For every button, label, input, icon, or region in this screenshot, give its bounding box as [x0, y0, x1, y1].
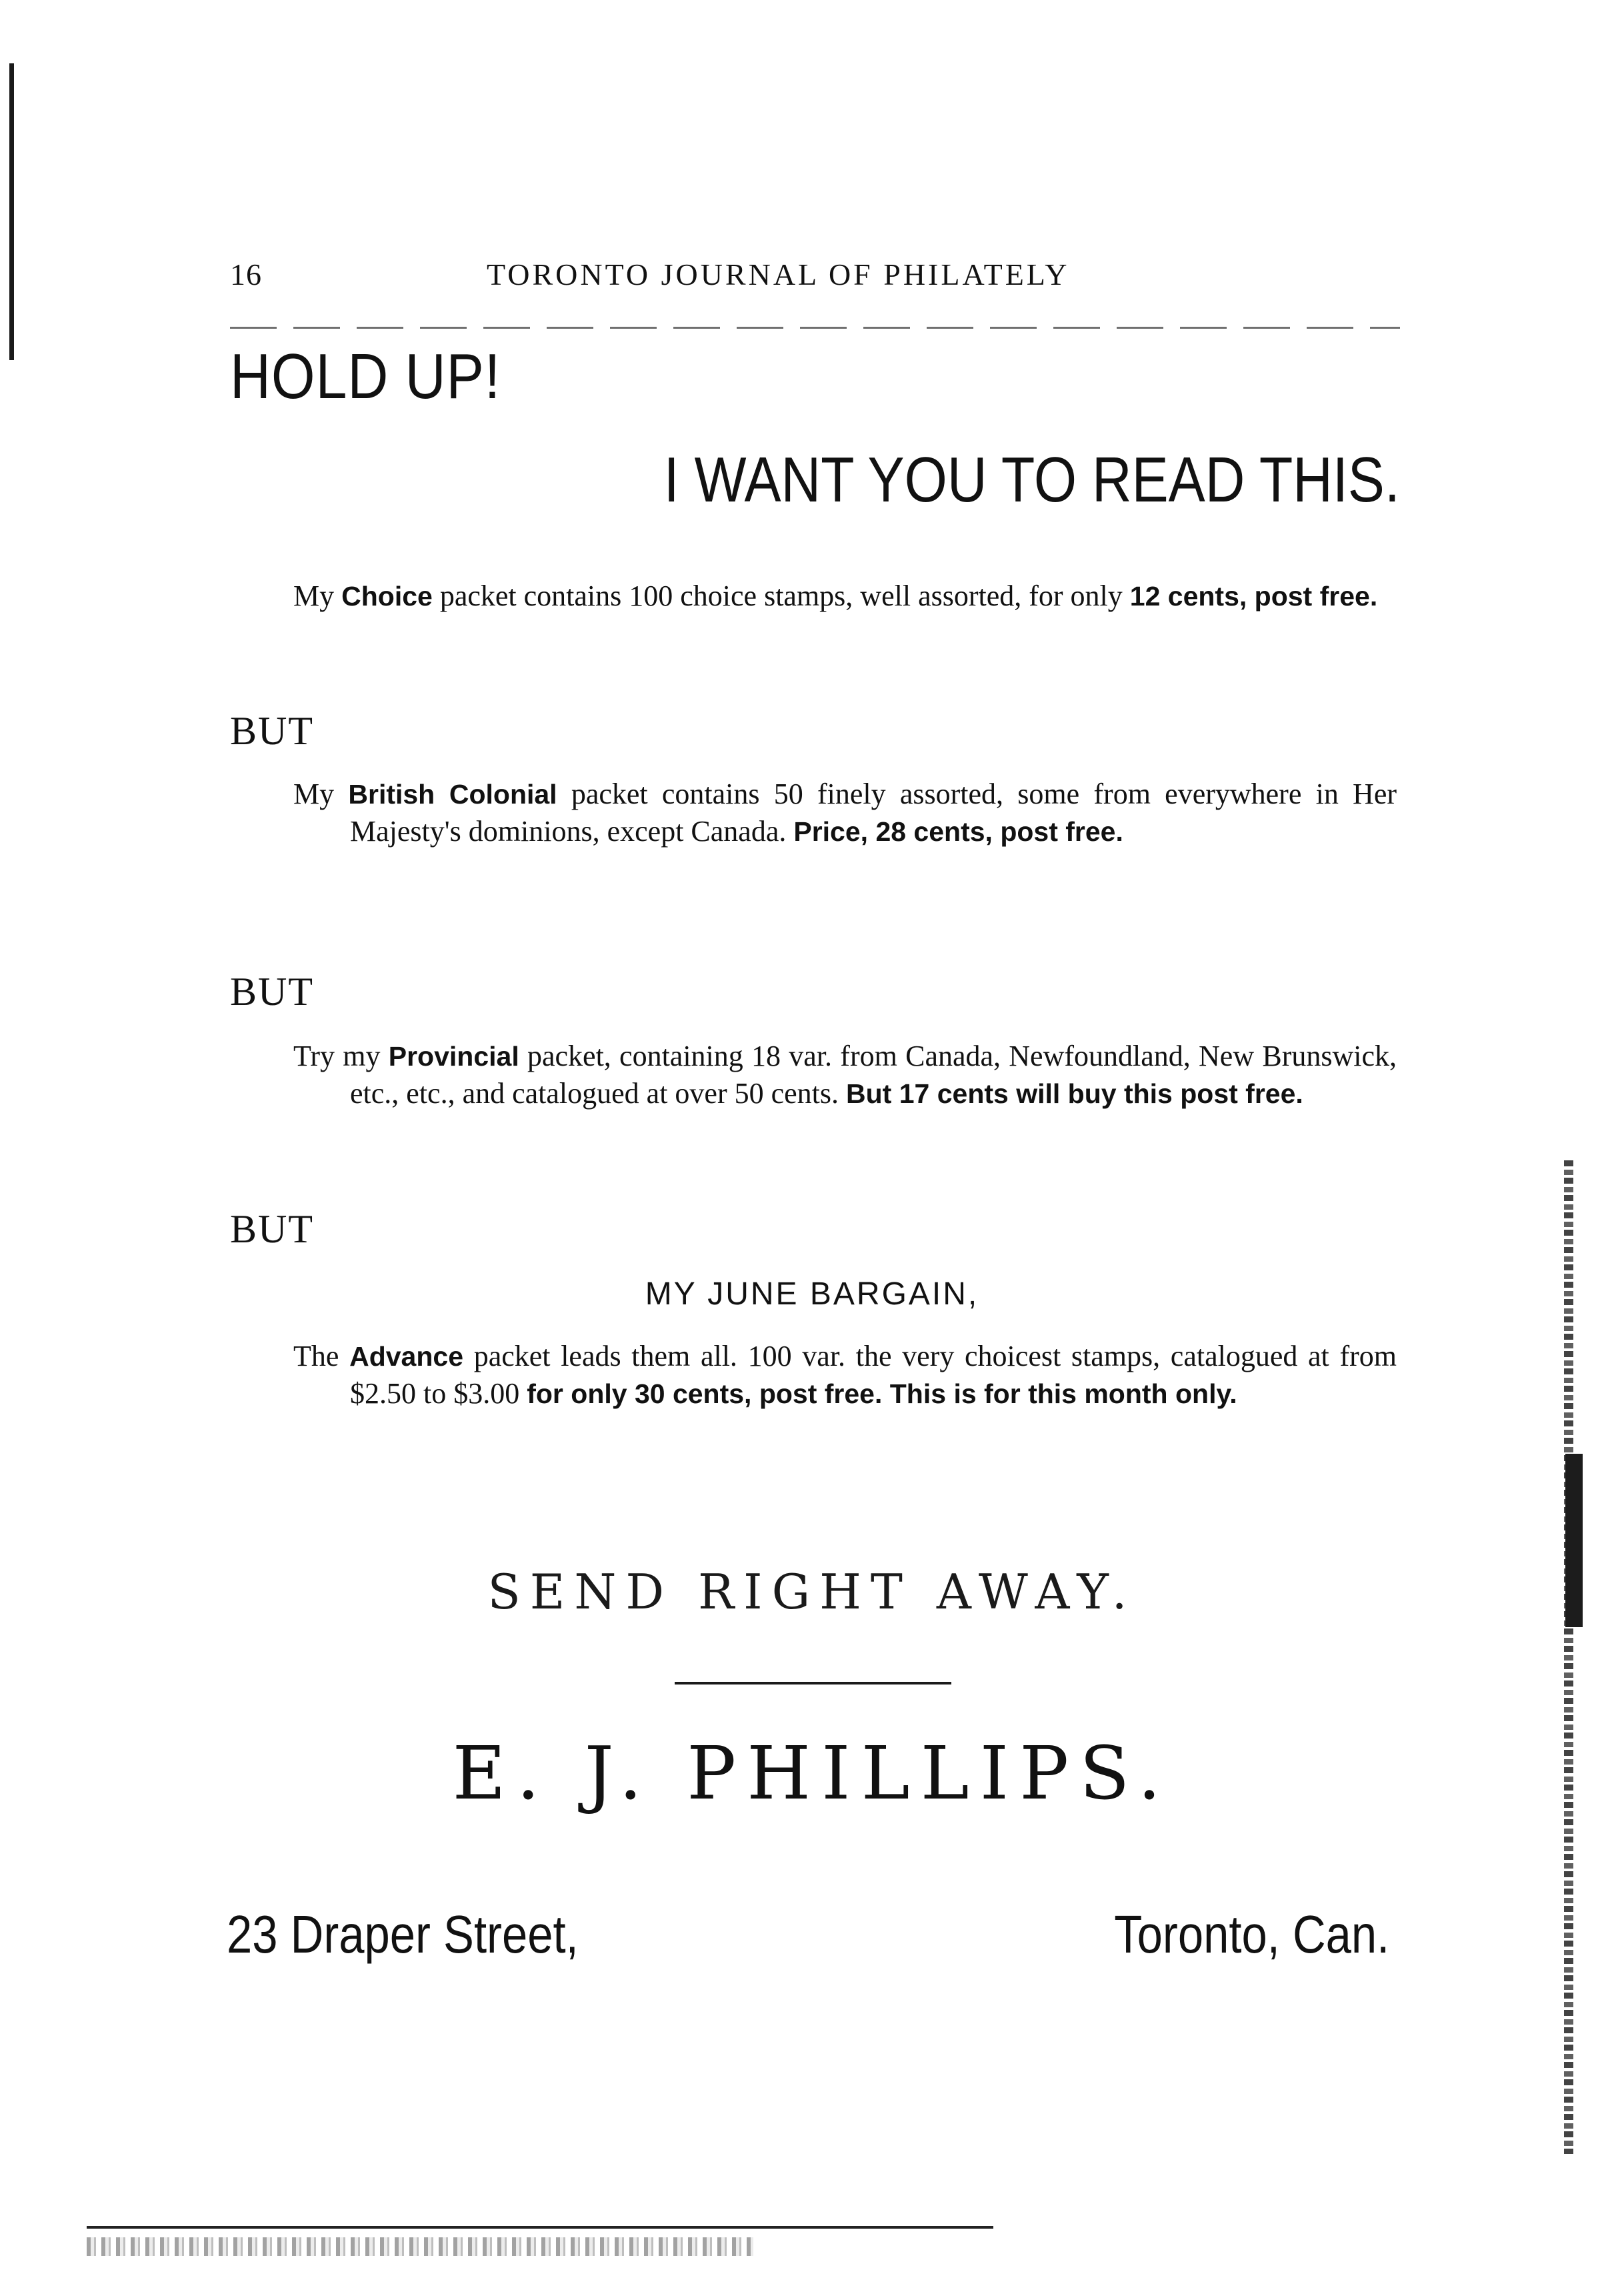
offer-price: 12 cents, post free.	[1129, 581, 1378, 612]
catalogue-range: $2.50 to $3.00	[350, 1377, 520, 1410]
but-heading: BUT	[230, 709, 314, 753]
offer-text: packet contains 50 finely assorted, some from everywhere in Her Majesty's dominions, except Canada.	[350, 778, 1397, 848]
packet-name: Advance	[349, 1341, 464, 1372]
packet-name: Choice	[341, 581, 433, 612]
packet-name: Provincial	[388, 1041, 519, 1072]
divider-rule	[675, 1682, 951, 1684]
page-number: 16	[230, 257, 262, 291]
offer-price: Price, 28 cents, post free.	[793, 816, 1123, 847]
scan-edge-artifact	[9, 63, 14, 360]
merchant-name: E. J. PHILLIPS.	[452, 1731, 1172, 1816]
offer-lead: My	[293, 580, 335, 612]
address-city: Toronto, Can.	[1113, 1905, 1389, 1964]
but-heading: BUT	[230, 1207, 314, 1251]
offer-text: packet leads them all. 100 var. the very choicest stamps, catalogued at from	[473, 1340, 1397, 1372]
scan-bottom-rule	[87, 2226, 993, 2229]
offer-price: But 17 cents will buy this post free.	[846, 1078, 1303, 1109]
offer-lead: My	[293, 778, 335, 810]
offer-text: packet contains 100 choice stamps, well assorted, for only	[439, 580, 1123, 612]
offer-price: for only 30 cents, post free. This is for this month only.	[527, 1378, 1237, 1409]
send-right-away: SEND RIGHT AWAY.	[487, 1564, 1137, 1620]
header-rule	[230, 327, 1400, 329]
offer-lead: The	[293, 1340, 339, 1372]
offer-advance-packet	[293, 1338, 1397, 1412]
scan-bottom-smudge	[87, 2237, 753, 2256]
offer-choice-packet	[293, 578, 1397, 615]
offer-provincial-packet	[293, 1038, 1397, 1112]
address-street: 23 Draper Street,	[227, 1905, 579, 1964]
but-heading: BUT	[230, 970, 314, 1014]
headline-want-you: I WANT YOU TO READ THIS.	[663, 444, 1400, 515]
offer-british-colonial-packet	[293, 776, 1397, 850]
offer-text: packet, containing 18 var. from Canada, Newfoundland, New Brunswick, etc., etc., and catalogued at over 50 cents.	[350, 1040, 1397, 1110]
running-title: TORONTO JOURNAL OF PHILATELY	[487, 257, 1070, 291]
june-bargain-heading: MY JUNE BARGAIN,	[645, 1276, 979, 1312]
packet-name: British Colonial	[348, 779, 557, 810]
headline-hold-up: HOLD UP!	[230, 341, 501, 412]
offer-lead: Try my	[293, 1040, 381, 1072]
